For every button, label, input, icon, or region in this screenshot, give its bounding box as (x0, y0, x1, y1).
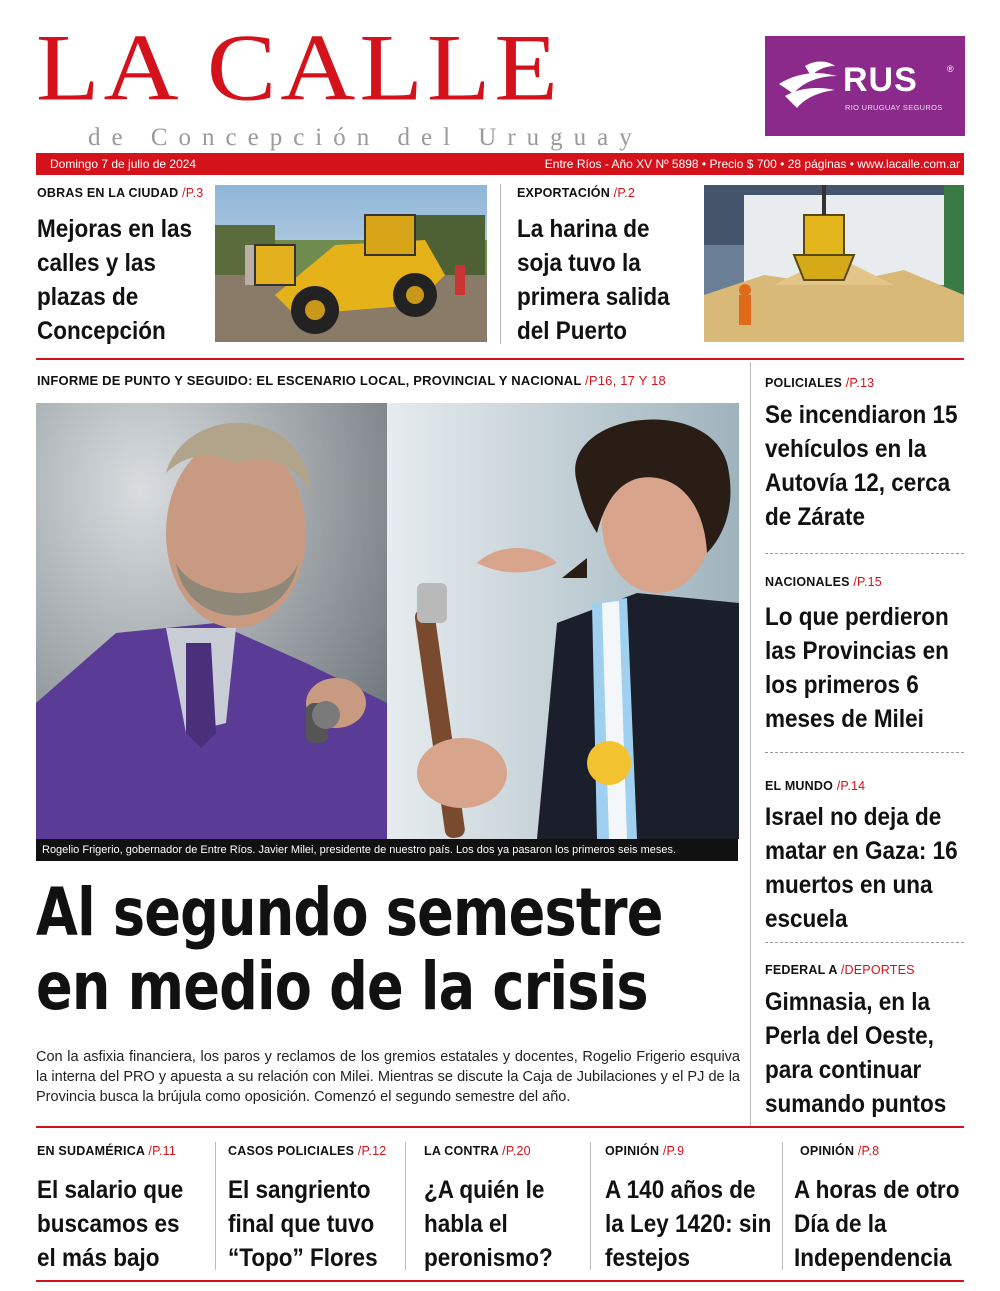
ad-tagline: RIO URUGUAY SEGUROS (845, 103, 943, 112)
column-divider (500, 184, 501, 344)
sidebar-headline[interactable]: Gimnasia, en la Perla del Oeste, para continuar sumando puntos (765, 988, 947, 1118)
bottom-headline[interactable]: El sangriento final que tuvo “Topo” Flores (228, 1176, 378, 1272)
bottom-headline[interactable]: El salario que buscamos es el más bajo (37, 1176, 184, 1272)
masthead-title: LA CALLE (36, 14, 562, 121)
frigerio-photo (36, 403, 387, 839)
sidebar-kicker: POLICIALES /P.13 (765, 376, 875, 390)
column-divider (405, 1142, 406, 1270)
edition-details: Entre Ríos - Año XV Nº 5898 • Precio $ 700 • 28 páginas • www.lacalle.com.ar (544, 157, 960, 171)
column-divider (750, 362, 751, 1126)
bottom-headline[interactable]: A 140 años de la Ley 1420: sin festejos (605, 1176, 772, 1272)
main-lede: Con la asfixia financiera, los paros y reclamos de los gremios estatales y docentes, Rogelio Frigerio esquiva la interna del PRO y apuesta a su relación con Milei. Mientras se discute la Caja de Jubilaciones y el PJ de la Provincia busca la brújula como oposición. Comenzó el segundo semestre del año. (36, 1049, 740, 1105)
main-kicker: INFORME DE PUNTO Y SEGUIDO: EL ESCENARIO LOCAL, PROVINCIAL Y NACIONAL /P16, 17 Y 18 (37, 373, 666, 388)
bottom-headline[interactable]: A horas de otro Día de la Independencia (794, 1176, 960, 1272)
main-headline[interactable]: Al segundo semestre en medio de la crisis (36, 874, 663, 1025)
story-kicker: EXPORTACIÓN /P.2 (517, 186, 636, 200)
footer-rule (36, 1280, 964, 1282)
sidebar-divider (765, 942, 964, 943)
story-kicker: OBRAS EN LA CIUDAD /P.3 (37, 186, 204, 200)
milei-photo (387, 403, 739, 839)
sidebar-headline[interactable]: Se incendiaron 15 vehículos en la Autovía 12, cerca de Zárate (765, 401, 958, 531)
advertisement-banner[interactable] (765, 36, 965, 136)
photo-caption: Rogelio Frigerio, gobernador de Entre Ríos. Javier Milei, presidente de nuestro país. Los dos ya pasaron los primeros seis meses. (36, 839, 738, 861)
section-rule (36, 1126, 964, 1128)
sidebar-divider (765, 752, 964, 753)
bottom-kicker: LA CONTRA /P.20 (424, 1144, 531, 1158)
road-grader-photo (215, 185, 487, 342)
bottom-headline[interactable]: ¿A quién le habla el peronismo? (424, 1176, 553, 1272)
sidebar-divider (765, 553, 964, 554)
story-headline[interactable]: Mejoras en las calles y las plazas de Concepción (37, 215, 193, 345)
ad-registered-mark: ® (947, 64, 954, 74)
section-rule (36, 358, 964, 360)
sidebar-headline[interactable]: Lo que perdieron las Provincias en los primeros 6 meses de Milei (765, 603, 949, 733)
column-divider (590, 1142, 591, 1270)
info-bar (36, 153, 964, 175)
edition-date: Domingo 7 de julio de 2024 (50, 157, 197, 171)
bottom-kicker: OPINIÓN /P.8 (800, 1144, 880, 1158)
bottom-kicker: OPINIÓN /P.9 (605, 1144, 685, 1158)
sidebar-kicker: NACIONALES /P.15 (765, 575, 882, 589)
column-divider (215, 1142, 216, 1270)
bird-logo-icon (775, 54, 841, 114)
bottom-kicker: CASOS POLICIALES /P.12 (228, 1144, 387, 1158)
sidebar-headline[interactable]: Israel no deja de matar en Gaza: 16 muertos en una escuela (765, 803, 958, 933)
sidebar-kicker: EL MUNDO /P.14 (765, 779, 866, 793)
masthead-subtitle: de Concepción del Uruguay (88, 124, 643, 151)
column-divider (782, 1142, 783, 1270)
sidebar-kicker: FEDERAL A /DEPORTES (765, 963, 915, 977)
soy-flour-port-photo (704, 185, 964, 342)
story-headline[interactable]: La harina de soja tuvo la primera salida del Puerto (517, 215, 670, 345)
ad-logo-text: RUS (843, 61, 918, 99)
bottom-kicker: EN SUDAMÉRICA /P.11 (37, 1144, 177, 1158)
